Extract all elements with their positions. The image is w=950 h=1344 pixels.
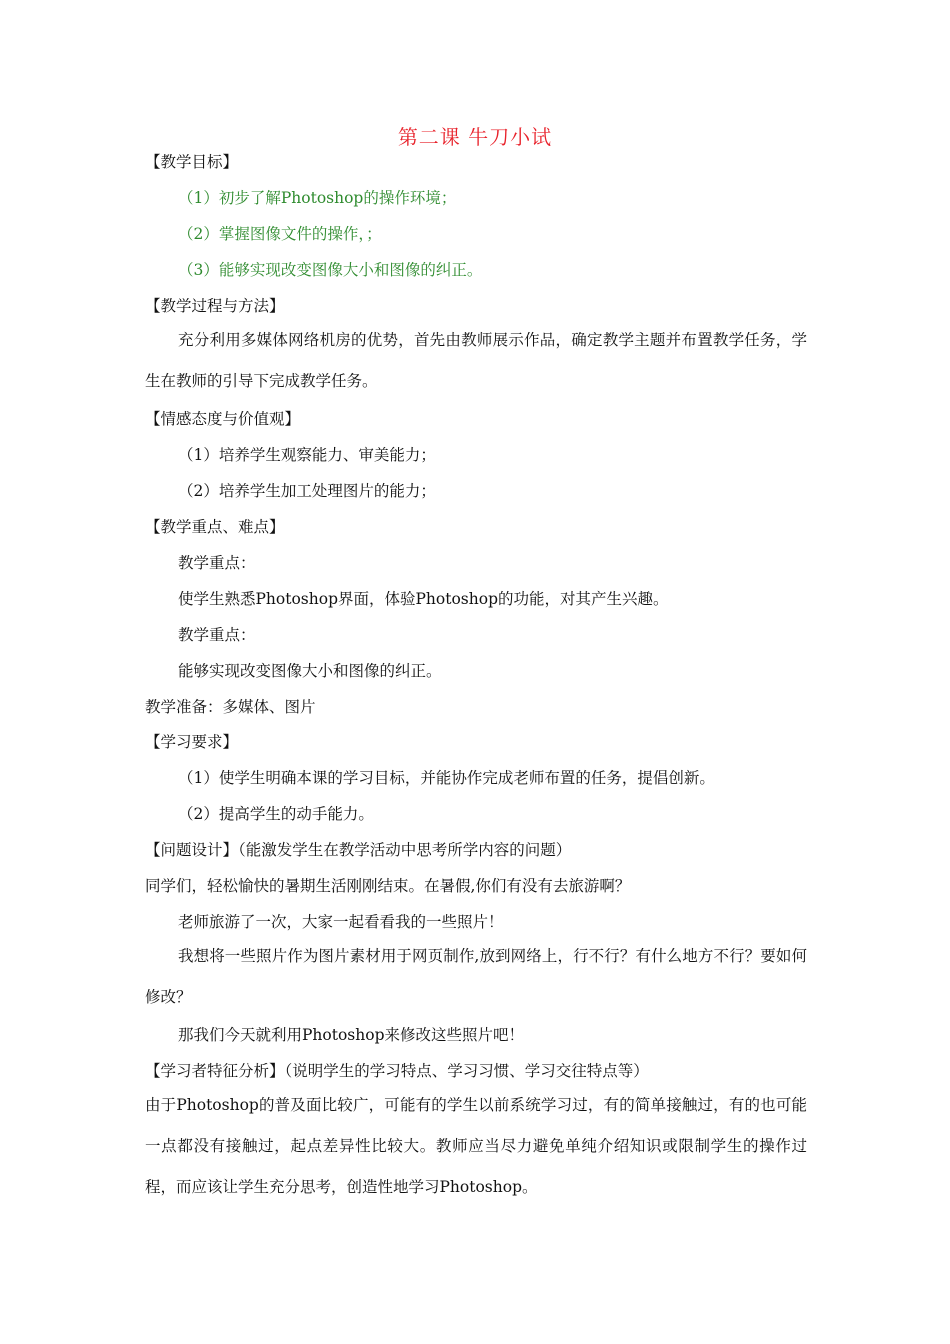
keypoints-heading: 【教学重点、难点】 xyxy=(145,518,285,536)
attitude-item-1: （1）培养学生观察能力、审美能力； xyxy=(178,446,436,464)
objective-item-1: （1）初步了解Photoshop的操作环境； xyxy=(178,189,457,207)
preparation-text: 教学准备：多媒体、图片 xyxy=(145,698,316,716)
requirements-heading: 【学习要求】 xyxy=(145,733,239,751)
process-text: 充分利用多媒体网络机房的优势，首先由教师展示作品，确定教学主题并布置教学任务，学生在教师的引导下完成教学任务。 xyxy=(145,331,807,390)
questions-heading: 【问题设计】（能激发学生在教学活动中思考所学内容的问题） xyxy=(145,841,572,859)
focus-text: 使学生熟悉Photoshop界面，体验Photoshop的功能，对其产生兴趣。 xyxy=(178,590,669,608)
requirement-item-1: （1）使学生明确本课的学习目标，并能协作完成老师布置的任务，提倡创新。 xyxy=(178,769,715,787)
difficulty-label: 教学重点： xyxy=(178,626,256,644)
learners-heading: 【学习者特征分析】（说明学生的学习特点、学习习惯、学习交往特点等） xyxy=(145,1062,649,1080)
objective-item-3: （3）能够实现改变图像大小和图像的纠正。 xyxy=(178,261,483,279)
difficulty-text: 能够实现改变图像大小和图像的纠正。 xyxy=(178,662,442,680)
objective-item-2: （2）掌握图像文件的操作，； xyxy=(178,225,382,243)
requirement-item-2: （2）提高学生的动手能力。 xyxy=(178,805,374,823)
objectives-heading: 【教学目标】 xyxy=(145,153,239,171)
question-line-1: 同学们，轻松愉快的暑期生活刚刚结束。在暑假,你们有没有去旅游啊？ xyxy=(145,877,631,895)
page-title: 第二课 牛刀小试 xyxy=(397,125,553,149)
question-line-3: 我想将一些照片作为图片素材用于网页制作,放到网络上，行不行？有什么地方不行？要如何修改？ xyxy=(145,947,807,1006)
focus-label: 教学重点： xyxy=(178,554,256,572)
learners-text: 由于Photoshop的普及面比较广，可能有的学生以前系统学习过，有的简单接触过，有的也可能一点都没有接触过，起点差异性比较大。教师应当尽力避免单纯介绍知识或限制学生的操作过程，而应该让学生充分思考，创造性地学习Photoshop。 xyxy=(145,1096,807,1196)
attitude-heading: 【情感态度与价值观】 xyxy=(145,410,301,428)
question-line-4: 那我们今天就利用Photoshop来修改这些照片吧！ xyxy=(178,1026,524,1044)
question-line-2: 老师旅游了一次，大家一起看看我的一些照片！ xyxy=(178,913,504,931)
attitude-item-2: （2）培养学生加工处理图片的能力； xyxy=(178,482,436,500)
process-heading: 【教学过程与方法】 xyxy=(145,297,285,315)
